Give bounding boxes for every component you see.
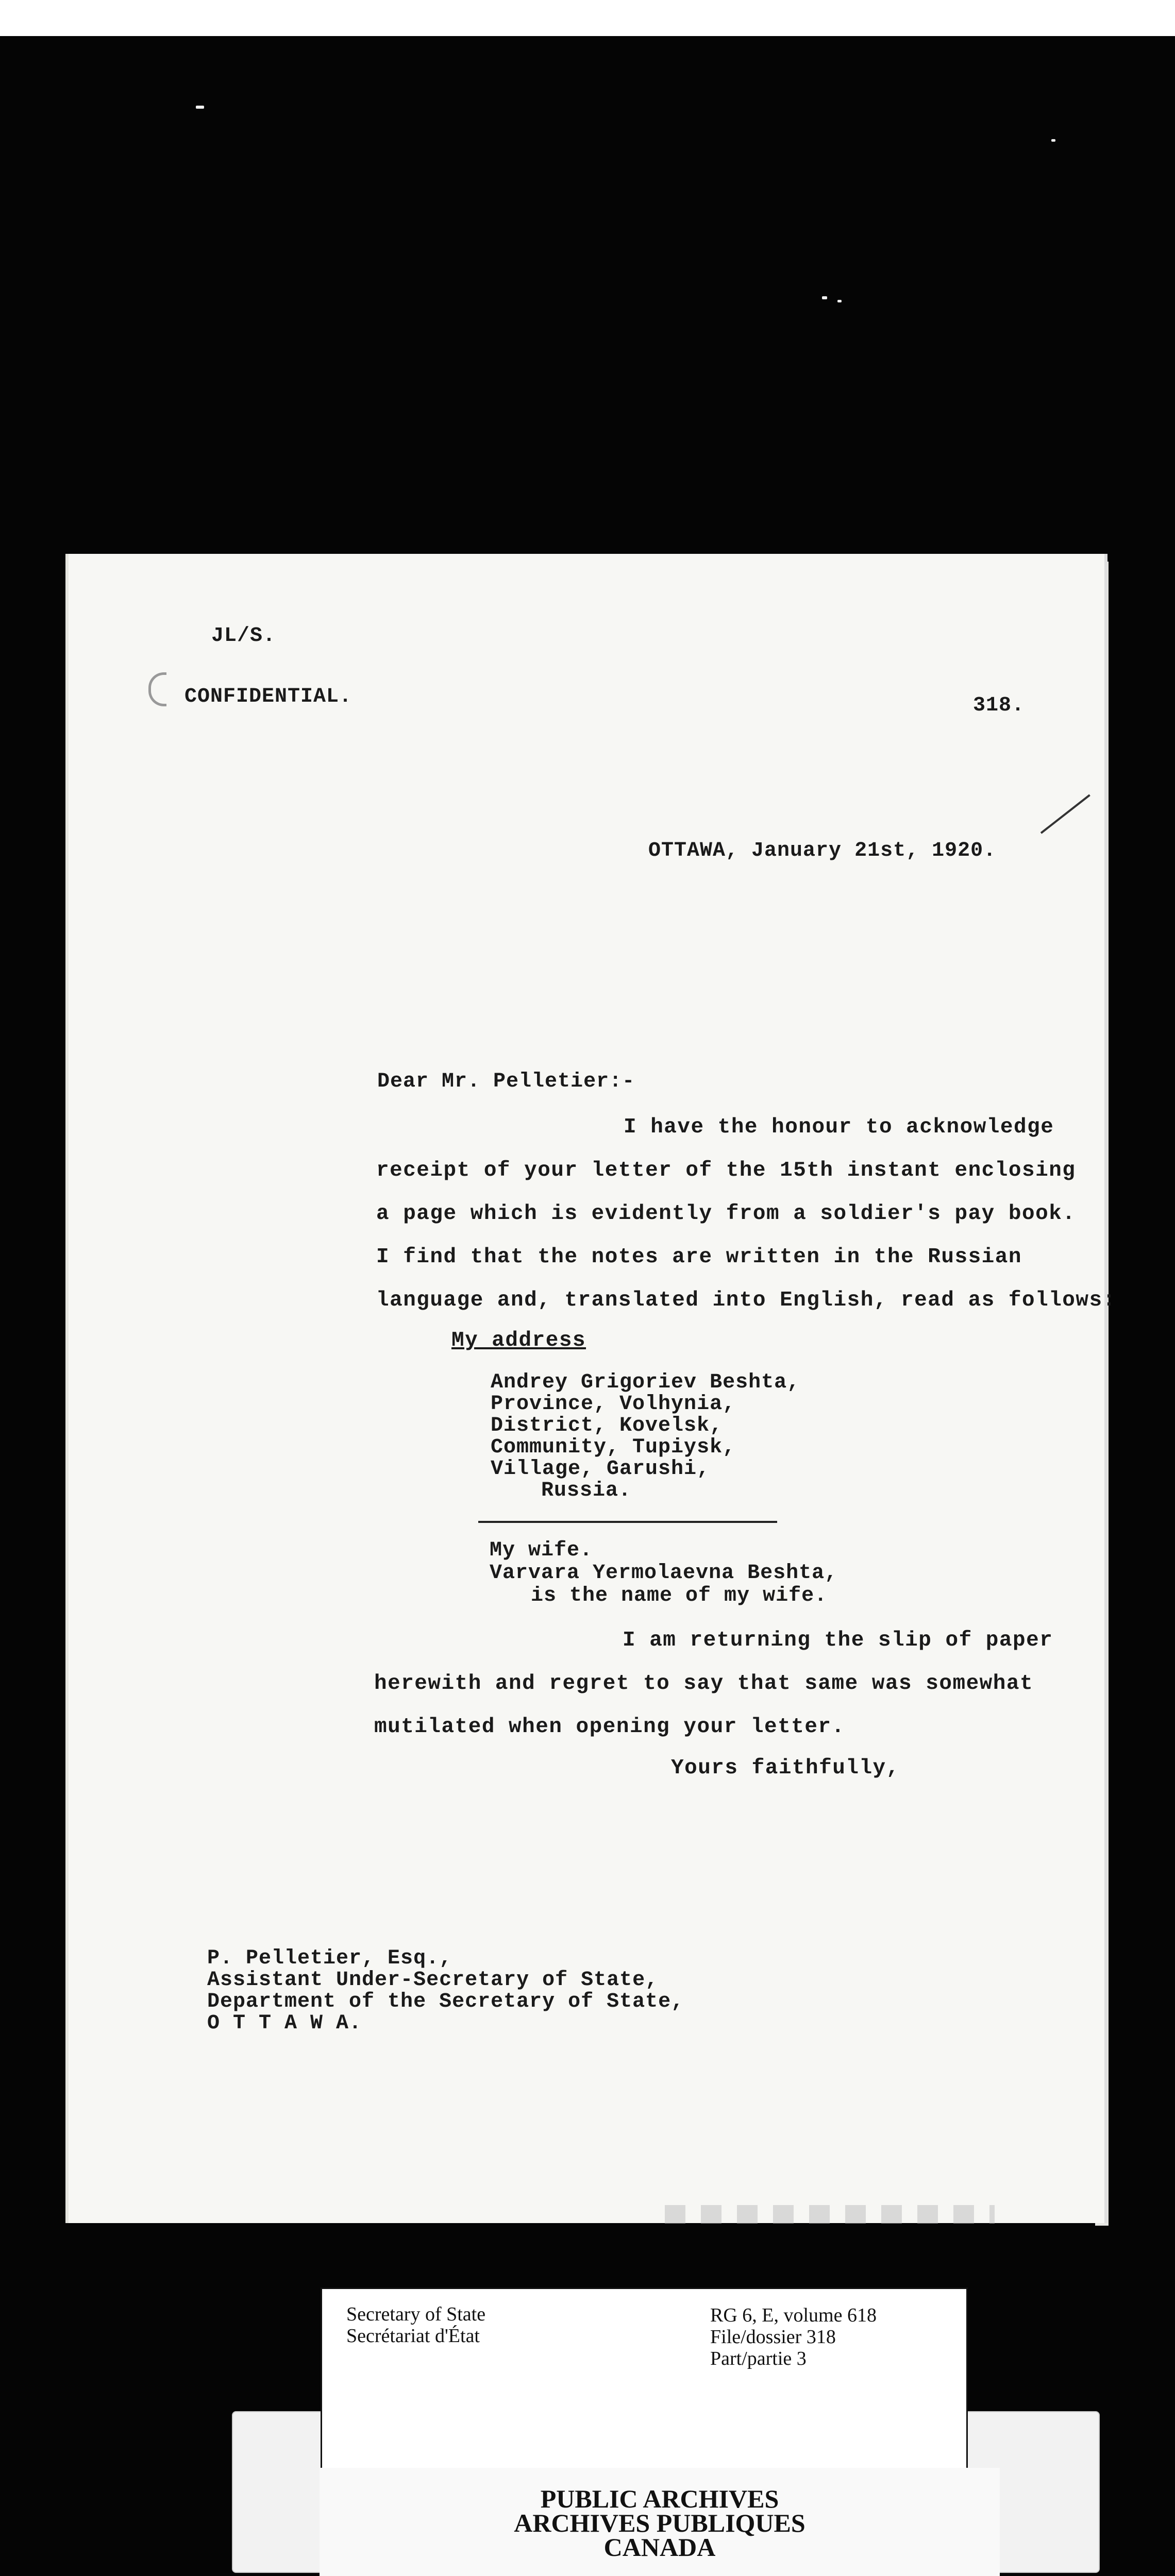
stamp-line-3: CANADA <box>603 2533 716 2562</box>
scan-speck <box>1051 139 1055 142</box>
paragraph-line: mutilated when opening your letter. <box>374 1715 845 1739</box>
scan-speck <box>822 296 827 299</box>
record-group: RG 6, E, volume 618 <box>710 2304 877 2326</box>
reference-initials: JL/S. <box>211 624 276 648</box>
classification: CONFIDENTIAL. <box>184 685 352 708</box>
paragraph-line: I find that the notes are written in the Russian <box>376 1245 1022 1269</box>
place-date: OTTAWA, January 21st, 1920. <box>648 839 997 862</box>
address-line: Russia. <box>541 1479 632 1502</box>
recipient-line: Department of the Secretary of State, <box>207 1990 684 2013</box>
wife-line: Varvara Yermolaevna Beshta, <box>490 1562 838 1585</box>
recipient-line: P. Pelletier, Esq., <box>207 1947 452 1970</box>
scan-speck <box>837 300 842 302</box>
file-number: 318. <box>973 694 1025 717</box>
address-line: Community, Tupiysk, <box>491 1436 736 1459</box>
scan-speck <box>196 106 204 109</box>
file-dossier: File/dossier 318 <box>710 2326 836 2348</box>
paragraph-line: a page which is evidently from a soldier's pay book. <box>376 1202 1076 1226</box>
recipient-line: Assistant Under-Secretary of State, <box>207 1969 659 1992</box>
address-line: Village, Garushi, <box>491 1458 710 1481</box>
paragraph-line: language and, translated into English, read as follows: <box>376 1289 1116 1312</box>
paragraph-line: I am returning the slip of paper <box>623 1629 1053 1652</box>
salutation: Dear Mr. Pelletier:- <box>377 1070 635 1093</box>
paragraph-line: receipt of your letter of the 15th instant enclosing <box>376 1159 1076 1182</box>
part-partie: Part/partie 3 <box>710 2348 807 2369</box>
paragraph-line: herewith and regret to say that same was somewhat <box>374 1672 1034 1696</box>
translation-heading: My address <box>451 1329 586 1352</box>
address-line: Province, Volhynia, <box>491 1393 736 1416</box>
wife-line: My wife. <box>490 1539 593 1562</box>
bottom-smudge <box>665 2205 995 2224</box>
address-line: Andrey Grigoriev Beshta, <box>491 1371 800 1394</box>
paragraph-line: I have the honour to acknowledge <box>624 1115 1054 1139</box>
recipient-line: O T T A W A. <box>207 2012 362 2035</box>
address-line: District, Kovelsk, <box>491 1414 723 1437</box>
department-en: Secretary of State <box>346 2303 486 2325</box>
stamp-line-2: ARCHIVES PUBLIQUES <box>514 2509 805 2537</box>
separator-rule <box>478 1521 777 1523</box>
wife-line: is the name of my wife. <box>531 1584 828 1607</box>
closing: Yours faithfully, <box>671 1756 900 1780</box>
department-fr: Secrétariat d'État <box>346 2325 480 2347</box>
stamp-line-1: PUBLIC ARCHIVES <box>540 2484 779 2513</box>
